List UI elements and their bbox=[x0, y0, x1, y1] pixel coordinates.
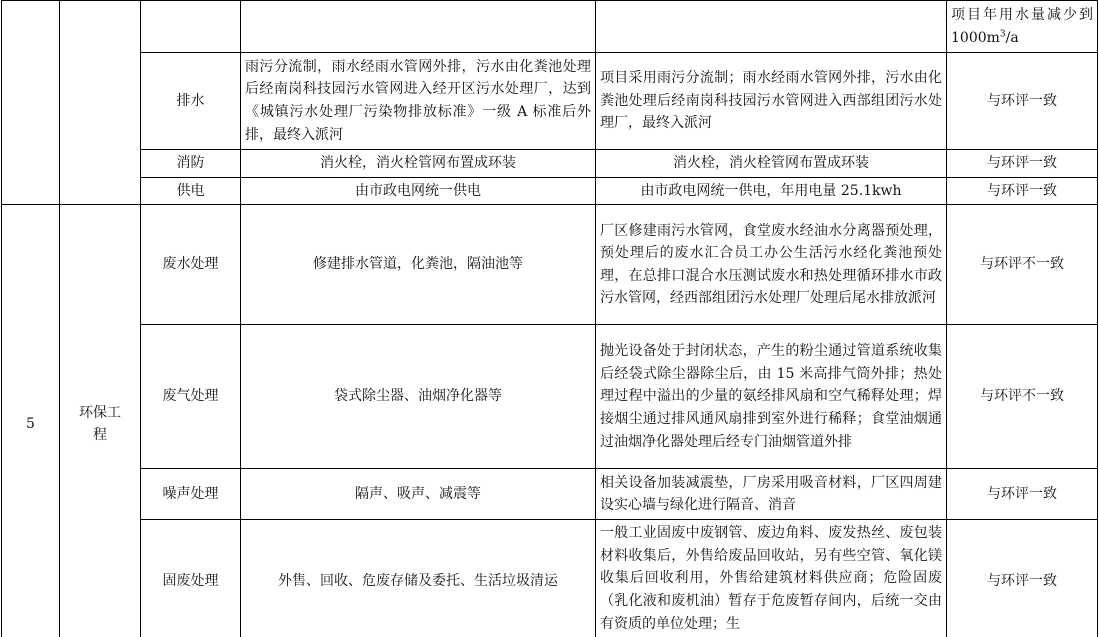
eia-content-cell: 由市政电网统一供电 bbox=[241, 177, 596, 205]
eia-content-cell bbox=[241, 1, 596, 53]
category-cell bbox=[60, 1, 141, 205]
conclusion-cell: 与环评一致 bbox=[947, 520, 1098, 637]
actual-content-cell: 消火栓，消火栓管网布置成环装 bbox=[596, 150, 947, 178]
eia-content-cell: 外售、回收、危废存储及委托、生活垃圾清运 bbox=[241, 520, 596, 637]
table-row bbox=[2, 520, 1098, 637]
actual-content-cell: 一般工业固废中废钢管、废边角料、废发热丝、废包装材料收集后，外售给废品回收站，另有些空管、氧化镁收集后回收利用，外售给建筑材料供应商；危险固废（乳化液和废机油）暂存于危废暂存间内，后统一交由有资质的单位处理；生 bbox=[596, 520, 947, 637]
table-row bbox=[2, 1, 1098, 53]
actual-content-cell: 抛光设备处于封闭状态，产生的粉尘通过管道系统收集后经袋式除尘器除尘后，由 15 米高排气筒外排；热处理过程中溢出的少量的氨经排风扇和空气稀释处理；焊接烟尘通过排风通风扇排到室外进行稀释；食堂油烟通过油烟净化器处理后经专门油烟管道外排 bbox=[596, 325, 947, 469]
eia-content-cell: 袋式除尘器、油烟净化器等 bbox=[241, 325, 596, 469]
conclusion-cell: 项目年用水量减少到 $1000m^3/a$ bbox=[947, 1, 1098, 53]
actual-content-cell bbox=[596, 1, 947, 53]
eia-content-cell: 隔声、吸声、减震等 bbox=[241, 469, 596, 520]
table-row bbox=[2, 205, 1098, 325]
conclusion-cell: 与环评一致 bbox=[947, 150, 1098, 178]
item-cell: 固废处理 bbox=[141, 520, 241, 637]
item-cell: 废气处理 bbox=[141, 325, 241, 469]
eia-content-cell: 雨污分流制，雨水经雨水管网外排，污水由化粪池处理后经南岗科技园污水管网进入经开区污水处理厂，达到《城镇污水处理厂污染物排放标准》一级 A 标准后外排，最终入派河 bbox=[241, 53, 596, 150]
conclusion-cell: 与环评一致 bbox=[947, 53, 1098, 150]
actual-content-cell: 相关设备加装减震垫，厂房采用吸音材料，厂区四周建设实心墙与绿化进行隔音、消音 bbox=[596, 469, 947, 520]
comparison-table bbox=[1, 0, 1098, 637]
actual-content-cell: 由市政电网统一供电，年用电量 25.1kwh bbox=[596, 177, 947, 205]
item-cell: 供电 bbox=[141, 177, 241, 205]
conclusion-cell: 与环评不一致 bbox=[947, 205, 1098, 325]
table-row bbox=[2, 325, 1098, 469]
conclusion-cell: 与环评一致 bbox=[947, 469, 1098, 520]
row-number-cell: 5 bbox=[2, 205, 60, 637]
item-cell: 废水处理 bbox=[141, 205, 241, 325]
table-row bbox=[2, 177, 1098, 205]
actual-content-cell: 厂区修建雨污水管网，食堂废水经油水分离器预处理，预处理后的废水汇合员工办公生活污水经化粪池预处理，在总排口混合水压测试废水和热处理循环排水市政污水管网，经西部组团污水处理厂处理后尾水排放派河 bbox=[596, 205, 947, 325]
conclusion-cell: 与环评不一致 bbox=[947, 325, 1098, 469]
item-cell: 排水 bbox=[141, 53, 241, 150]
row-number-cell bbox=[2, 1, 60, 205]
eia-content-cell: 修建排水管道，化粪池，隔油池等 bbox=[241, 205, 596, 325]
item-cell: 消防 bbox=[141, 150, 241, 178]
table-row bbox=[2, 53, 1098, 150]
eia-content-cell: 消火栓，消火栓管网布置成环装 bbox=[241, 150, 596, 178]
category-cell: 环保工程 bbox=[60, 205, 141, 637]
conclusion-cell: 与环评一致 bbox=[947, 177, 1098, 205]
item-cell: 噪声处理 bbox=[141, 469, 241, 520]
table-row bbox=[2, 469, 1098, 520]
actual-content-cell: 项目采用雨污分流制；雨水经雨水管网外排，污水由化粪池处理后经南岗科技园污水管网进入西部组团污水处理厂，最终入派河 bbox=[596, 53, 947, 150]
table-row bbox=[2, 150, 1098, 178]
item-cell bbox=[141, 1, 241, 53]
